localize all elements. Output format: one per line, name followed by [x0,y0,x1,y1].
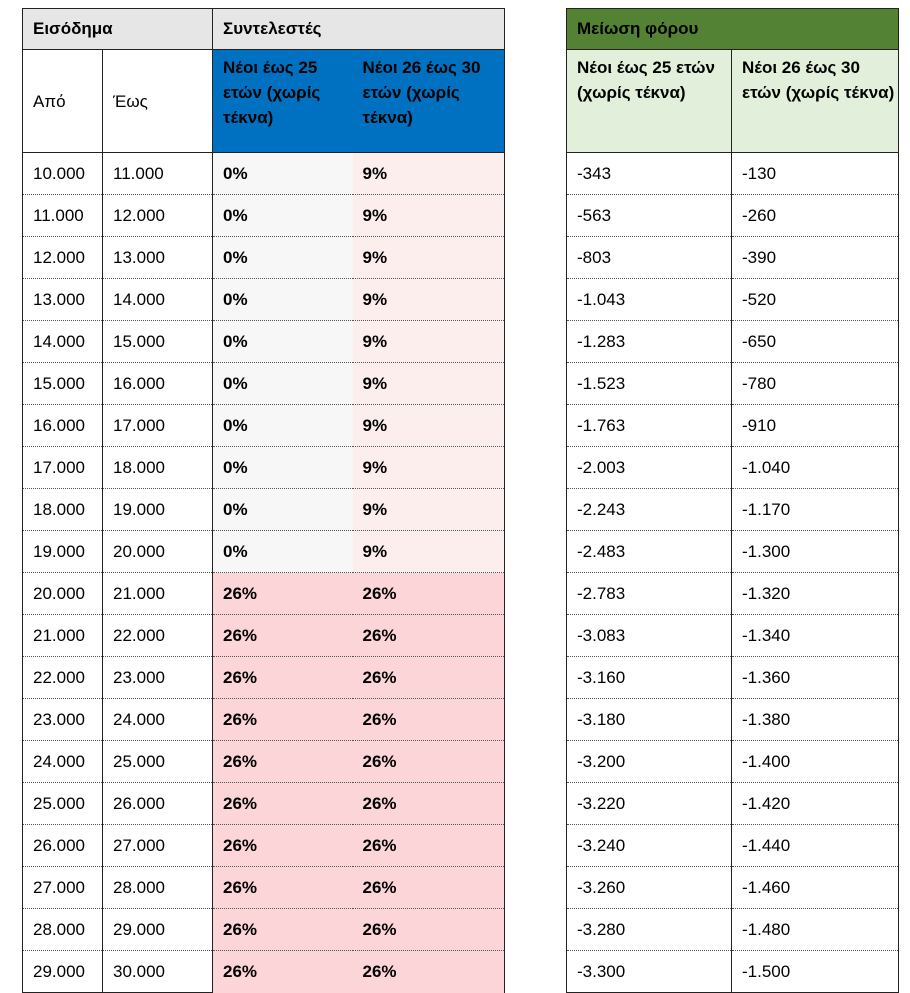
table-row [23,657,505,699]
rate-26-30-cell: 26% [353,825,505,867]
young-25-reduction-header: Νέοι έως 25 ετών (χωρίς τέκνα) [567,50,732,153]
income-rates-body [23,153,505,993]
tax-reduction-header: Μείωση φόρου [567,9,899,50]
rate-26-30-cell: 9% [353,447,505,489]
reduction-26-30-cell: -390 [732,237,899,279]
income-to-cell: 23.000 [103,657,213,699]
rate-25-cell: 0% [213,279,353,321]
income-from-cell: 26.000 [23,825,103,867]
table-row [23,741,505,783]
income-from-cell: 18.000 [23,489,103,531]
rate-26-30-cell: 26% [353,741,505,783]
reduction-25-cell: -3.300 [567,951,732,993]
rate-26-30-cell: 26% [353,573,505,615]
rate-26-30-cell: 9% [353,153,505,195]
rate-25-cell: 0% [213,153,353,195]
rate-25-cell: 0% [213,237,353,279]
reduction-25-cell: -343 [567,153,732,195]
income-from-cell: 21.000 [23,615,103,657]
table-row [23,573,505,615]
income-to-cell: 14.000 [103,279,213,321]
table-row [23,279,505,321]
rate-26-30-cell: 26% [353,783,505,825]
table-row [567,741,899,783]
table-row [23,699,505,741]
income-from-cell: 13.000 [23,279,103,321]
rate-26-30-cell: 9% [353,405,505,447]
reduction-25-cell: -803 [567,237,732,279]
rate-26-30-cell: 26% [353,699,505,741]
young-26-30-reduction-header: Νέοι 26 έως 30 ετών (χωρίς τέκνα) [732,50,899,153]
income-to-cell: 29.000 [103,909,213,951]
table-row [23,951,505,993]
rate-26-30-cell: 26% [353,615,505,657]
reduction-25-cell: -1.763 [567,405,732,447]
rate-26-30-cell: 9% [353,195,505,237]
table-row [567,363,899,405]
income-to-cell: 22.000 [103,615,213,657]
rate-25-cell: 26% [213,783,353,825]
reduction-25-cell: -3.220 [567,783,732,825]
income-to-cell: 11.000 [103,153,213,195]
income-to-cell: 25.000 [103,741,213,783]
income-to-cell: 28.000 [103,867,213,909]
income-from-cell: 19.000 [23,531,103,573]
young-25-rate-header: Νέοι έως 25 ετών (χωρίς τέκνα) [213,50,353,153]
rate-25-cell: 0% [213,531,353,573]
table-row [23,867,505,909]
table-row [567,447,899,489]
reduction-25-cell: -1.043 [567,279,732,321]
table-row [23,489,505,531]
income-from-cell: 25.000 [23,783,103,825]
table-row [567,951,899,993]
rate-25-cell: 0% [213,321,353,363]
reduction-25-cell: -2.783 [567,573,732,615]
table-row [567,531,899,573]
income-to-cell: 13.000 [103,237,213,279]
table-row [567,615,899,657]
rate-26-30-cell: 26% [353,657,505,699]
reduction-26-30-cell: -1.040 [732,447,899,489]
table-row [23,237,505,279]
table-row [567,405,899,447]
income-from-cell: 29.000 [23,951,103,993]
reduction-26-30-cell: -1.360 [732,657,899,699]
reduction-25-cell: -3.083 [567,615,732,657]
tax-reduction-table [566,8,899,993]
reduction-26-30-cell: -130 [732,153,899,195]
reduction-25-cell: -2.003 [567,447,732,489]
rate-25-cell: 0% [213,447,353,489]
reduction-25-cell: -3.180 [567,699,732,741]
rate-25-cell: 26% [213,699,353,741]
table-row [567,195,899,237]
income-from-cell: 22.000 [23,657,103,699]
reduction-25-cell: -3.240 [567,825,732,867]
rate-26-30-cell: 9% [353,321,505,363]
income-from-cell: 10.000 [23,153,103,195]
reduction-26-30-cell: -910 [732,405,899,447]
rate-25-cell: 0% [213,489,353,531]
reduction-25-cell: -563 [567,195,732,237]
rate-25-cell: 26% [213,909,353,951]
income-to-cell: 18.000 [103,447,213,489]
income-from-cell: 24.000 [23,741,103,783]
rate-26-30-cell: 9% [353,279,505,321]
young-26-30-rate-header: Νέοι 26 έως 30 ετών (χωρίς τέκνα) [353,50,505,153]
reduction-25-cell: -3.260 [567,867,732,909]
table-row [567,279,899,321]
income-from-cell: 23.000 [23,699,103,741]
table-row [567,825,899,867]
reduction-26-30-cell: -1.340 [732,615,899,657]
income-from-cell: 15.000 [23,363,103,405]
table-row [567,699,899,741]
rate-26-30-cell: 9% [353,531,505,573]
reduction-26-30-cell: -1.320 [732,573,899,615]
income-from-cell: 17.000 [23,447,103,489]
income-from-cell: 12.000 [23,237,103,279]
reduction-26-30-cell: -1.440 [732,825,899,867]
table-row [567,489,899,531]
table-row [567,237,899,279]
reduction-26-30-cell: -1.300 [732,531,899,573]
income-to-cell: 21.000 [103,573,213,615]
reduction-25-cell: -3.200 [567,741,732,783]
reduction-26-30-cell: -1.380 [732,699,899,741]
table-row [567,321,899,363]
rate-25-cell: 26% [213,657,353,699]
income-to-cell: 16.000 [103,363,213,405]
from-header: Από [23,50,103,153]
table-row [23,447,505,489]
income-to-cell: 15.000 [103,321,213,363]
table-row [567,657,899,699]
reduction-26-30-cell: -650 [732,321,899,363]
table-row [567,153,899,195]
income-from-cell: 16.000 [23,405,103,447]
income-to-cell: 27.000 [103,825,213,867]
income-from-cell: 14.000 [23,321,103,363]
tax-reduction-body [567,153,899,993]
reduction-26-30-cell: -1.480 [732,909,899,951]
income-to-cell: 17.000 [103,405,213,447]
table-row [23,405,505,447]
income-to-cell: 12.000 [103,195,213,237]
income-to-cell: 20.000 [103,531,213,573]
rate-25-cell: 26% [213,573,353,615]
income-header: Εισόδημα [23,9,213,50]
rate-25-cell: 0% [213,405,353,447]
income-from-cell: 28.000 [23,909,103,951]
income-from-cell: 11.000 [23,195,103,237]
table-row [567,573,899,615]
rate-26-30-cell: 9% [353,363,505,405]
reduction-26-30-cell: -1.170 [732,489,899,531]
rate-25-cell: 0% [213,195,353,237]
rate-26-30-cell: 9% [353,489,505,531]
reduction-26-30-cell: -1.500 [732,951,899,993]
income-to-cell: 19.000 [103,489,213,531]
table-row [23,531,505,573]
rate-25-cell: 0% [213,363,353,405]
reduction-26-30-cell: -260 [732,195,899,237]
rate-25-cell: 26% [213,615,353,657]
reduction-25-cell: -2.483 [567,531,732,573]
table-row [567,783,899,825]
reduction-25-cell: -1.283 [567,321,732,363]
income-from-cell: 27.000 [23,867,103,909]
table-row [23,825,505,867]
income-from-cell: 20.000 [23,573,103,615]
reduction-25-cell: -1.523 [567,363,732,405]
income-rates-table [22,8,505,993]
table-row [23,783,505,825]
table-row [23,615,505,657]
income-to-cell: 26.000 [103,783,213,825]
to-header: Έως [103,50,213,153]
reduction-25-cell: -3.280 [567,909,732,951]
reduction-26-30-cell: -1.420 [732,783,899,825]
reduction-25-cell: -3.160 [567,657,732,699]
rate-26-30-cell: 26% [353,867,505,909]
table-row [23,321,505,363]
table-row [567,867,899,909]
income-to-cell: 30.000 [103,951,213,993]
reduction-26-30-cell: -1.400 [732,741,899,783]
rate-25-cell: 26% [213,951,353,993]
rate-25-cell: 26% [213,867,353,909]
table-row [23,195,505,237]
table-row [23,909,505,951]
table-row [23,153,505,195]
rate-25-cell: 26% [213,825,353,867]
reduction-26-30-cell: -520 [732,279,899,321]
rate-26-30-cell: 26% [353,951,505,993]
rate-26-30-cell: 9% [353,237,505,279]
income-to-cell: 24.000 [103,699,213,741]
table-row [23,363,505,405]
rates-header: Συντελεστές [213,9,505,50]
reduction-25-cell: -2.243 [567,489,732,531]
table-row [567,909,899,951]
reduction-26-30-cell: -1.460 [732,867,899,909]
rate-25-cell: 26% [213,741,353,783]
reduction-26-30-cell: -780 [732,363,899,405]
rate-26-30-cell: 26% [353,909,505,951]
